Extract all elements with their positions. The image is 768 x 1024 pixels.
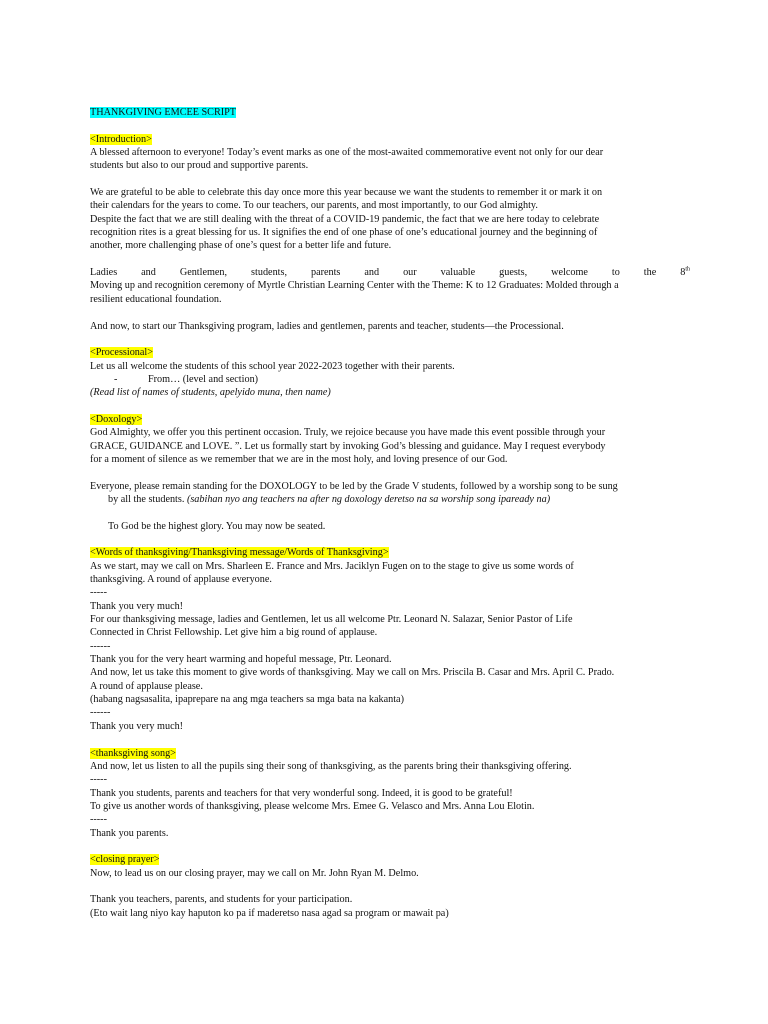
processional-note: (Read list of names of students, apelyido muna, then name) xyxy=(90,387,331,399)
doxology-text-line: Everyone, please remain standing for the DOXOLOGY to be led by the Grade V students, followed by a worship song to be sung xyxy=(90,480,618,492)
words-text-line: Thank you for the very heart warming and hopeful message, Ptr. Leonard. xyxy=(90,654,392,666)
doxology-text-line: for a moment of silence as we remember that we are in the most holy, and loving presence of our God. xyxy=(90,453,508,465)
intro-text-line: We are grateful to be able to celebrate this day once more this year because we want the students to remember it or mark it on xyxy=(90,187,603,199)
document-title: THANKGIVING EMCEE SCRIPT xyxy=(90,107,237,118)
intro-text-line: resilient educational foundation. xyxy=(90,293,222,305)
song-text-line: To give us another words of thanksgiving, please welcome Mrs. Emee G. Velasco and Mrs. Anna Lou Elotin. xyxy=(90,800,535,812)
intro-welcome-line: Ladies and Gentlemen, students, parents and our valuable guests, welcome to the 8th xyxy=(90,266,690,279)
words-text-line: Connected in Christ Fellowship. Let give him a big round of applause. xyxy=(90,627,378,639)
closing-text-line: Thank you teachers, parents, and students for your participation. xyxy=(90,894,353,906)
separator-line: ----- xyxy=(90,774,107,786)
words-text-line: For our thanksgiving message, ladies and Gentlemen, let us all welcome Ptr. Leonard N. Salazar, Senior Pastor of Life xyxy=(90,614,573,626)
intro-text-line: Despite the fact that we are still dealing with the threat of a COVID-19 pandemic, the fact that we are here today to celebrate xyxy=(90,213,600,225)
doxology-text-line: by all the students. (sabihan nyo ang teachers na after ng doxology deretso na sa worship song ipaready na) xyxy=(108,493,551,505)
song-text-line: Thank you students, parents and teachers for that very wonderful song. Indeed, it is good to be grateful! xyxy=(90,787,513,799)
words-text-line: As we start, may we call on Mrs. Sharleen E. France and Mrs. Jaciklyn Fugen on to the stage to give us some words of xyxy=(90,560,574,572)
song-text-line: And now, let us listen to all the pupils sing their song of thanksgiving, as the parents bring their thanksgiving offering. xyxy=(90,760,572,772)
intro-text-line: And now, to start our Thanksgiving program, ladies and gentlemen, parents and teacher, students—the Processional. xyxy=(90,320,564,332)
words-text-line: A round of applause please. xyxy=(90,680,203,692)
intro-text-line: Moving up and recognition ceremony of Myrtle Christian Learning Center with the Theme: K to 12 Graduates: Molded through a xyxy=(90,280,619,292)
closing-text-line: Now, to lead us on our closing prayer, may we call on Mr. John Ryan M. Delmo. xyxy=(90,867,419,879)
doxology-text-line: To God be the highest glory. You may now be seated. xyxy=(108,520,326,532)
separator-line: ----- xyxy=(90,814,107,826)
words-text-line: Thank you very much! xyxy=(90,720,184,732)
doxology-text-line: GRACE, GUIDANCE and LOVE. ”. Let us formally start by invoking God’s blessing and guidance. May I request everybody xyxy=(90,440,606,452)
separator-line: ------ xyxy=(90,707,111,719)
section-heading-processional: <Processional> xyxy=(90,347,153,359)
section-heading-thanksgiving-song: <thanksgiving song> xyxy=(90,747,176,759)
words-text-line: And now, let us take this moment to give words of thanksgiving. May we call on Mrs. Priscila B. Casar and Mrs. April C. Prado. xyxy=(90,667,615,679)
intro-text-line: students but also to our proud and supportive parents. xyxy=(90,160,309,172)
intro-text-line: recognition rites is a great blessing for us. It signifies the end of one phase of one’s educational journey and the beginning of xyxy=(90,227,598,239)
doxology-text-line: God Almighty, we offer you this pertinent occasion. Truly, we rejoice because you have made this event possible through your xyxy=(90,427,606,439)
section-heading-doxology: <Doxology> xyxy=(90,413,143,425)
words-text-line: thanksgiving. A round of applause everyone. xyxy=(90,574,272,586)
intro-text-line: A blessed afternoon to everyone! Today’s event marks as one of the most-awaited commemorative event not only for our dear xyxy=(90,147,604,159)
processional-text-line: Let us all welcome the students of this school year 2022-2023 together with their parents. xyxy=(90,360,455,372)
doxology-note: (sabihan nyo ang teachers na after ng doxology deretso na sa worship song ipaready na) xyxy=(186,493,551,505)
section-heading-closing-prayer: <closing prayer> xyxy=(90,854,160,866)
intro-text-line: another, more challenging phase of one’s quest for a better life and future. xyxy=(90,240,392,252)
song-text-line: Thank you parents. xyxy=(90,827,169,839)
closing-text-line: (Eto wait lang niyo kay haputon ko pa if maderetso nasa agad sa program or mawait pa) xyxy=(90,907,449,919)
words-text-line: Thank you very much! xyxy=(90,600,184,612)
section-heading-introduction: <Introduction> xyxy=(90,133,152,145)
words-text-line: (habang nagsasalita, ipaprepare na ang mga teachers sa mga bata na kakanta) xyxy=(90,694,404,706)
processional-bullet: - From… (level and section) xyxy=(114,373,259,385)
section-heading-words-of-thanksgiving: <Words of thanksgiving/Thanksgiving message/Words of Thanksgiving> xyxy=(90,547,389,559)
separator-line: ------ xyxy=(90,640,111,652)
document-page xyxy=(90,106,690,920)
separator-line: ----- xyxy=(90,587,107,599)
intro-text-line: their calendars for the years to come. To our teachers, our parents, and most importantly, to our God almighty. xyxy=(90,200,538,212)
